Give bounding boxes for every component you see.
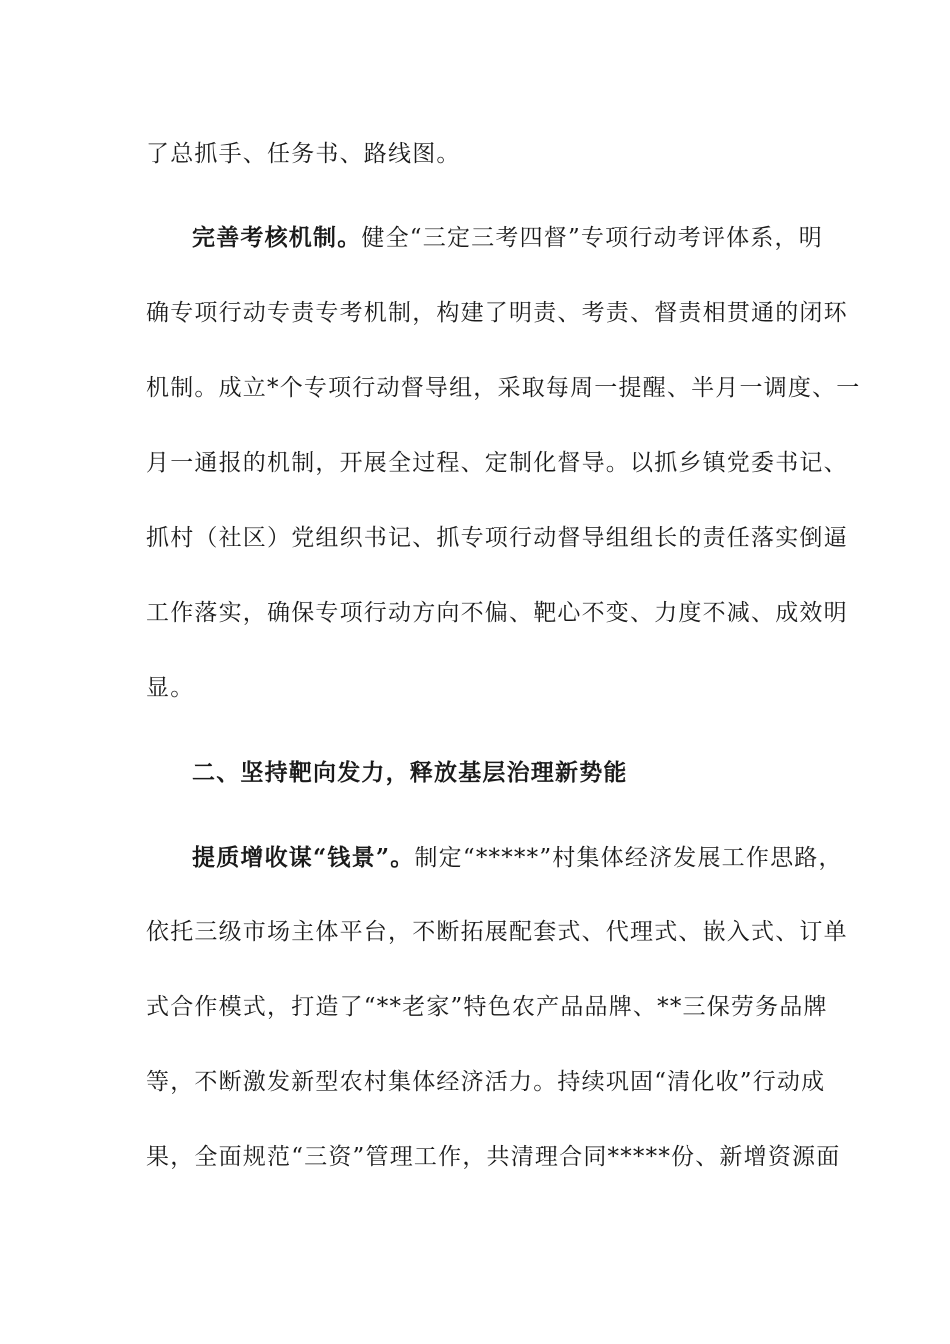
- paragraph-line: [146, 916, 848, 948]
- paragraph-line: [146, 1141, 841, 1173]
- paragraph-line: [146, 1066, 826, 1098]
- line-text: 工作落实，确保专项行动方向不偏、靶心不变、力度不减、成效明: [146, 600, 848, 626]
- paragraph-line: [146, 372, 861, 404]
- paragraph-line: [192, 222, 832, 254]
- paragraph-line: [146, 138, 826, 170]
- line-text: 果，全面规范“三资”管理工作，共清理合同*****份、新增资源面: [146, 1144, 841, 1170]
- line-text: 显。: [146, 675, 195, 701]
- section-heading: [192, 757, 832, 789]
- paragraph-lead: 完善考核机制。: [192, 224, 362, 251]
- paragraph-line: [146, 672, 826, 704]
- line-text: 制定“*****”村集体经济发展工作思路，: [414, 845, 843, 871]
- line-text: 了总抓手、任务书、路线图。: [146, 141, 461, 167]
- paragraph-line: [192, 842, 843, 874]
- line-text: 健全“三定三考四督”专项行动考评体系，明: [361, 225, 823, 251]
- line-text: 抓村（社区）党组织书记、抓专项行动督导组组长的责任落实倒逼: [146, 525, 848, 551]
- line-text: 机制。成立*个专项行动督导组，采取每周一提醒、半月一调度、一: [146, 375, 861, 401]
- line-text: 式合作模式，打造了“**老家”特色农产品品牌、**三保劳务品牌: [146, 994, 828, 1020]
- line-text: 确专项行动专责专考机制，构建了明责、考责、督责相贯通的闭环: [146, 300, 848, 326]
- line-text: 依托三级市场主体平台，不断拓展配套式、代理式、嵌入式、订单: [146, 919, 848, 945]
- line-text: 月一通报的机制，开展全过程、定制化督导。以抓乡镇党委书记、: [146, 450, 848, 476]
- paragraph-line: [146, 597, 848, 629]
- heading-text: 二、坚持靶向发力，释放基层治理新势能: [192, 759, 628, 786]
- paragraph-line: [146, 991, 826, 1023]
- paragraph-line: [146, 297, 848, 329]
- paragraph-lead: 提质增收谋“钱景”。: [192, 844, 415, 871]
- paragraph-line: [146, 522, 848, 554]
- line-text: 等，不断激发新型农村集体经济活力。持续巩固“清化收”行动成: [146, 1069, 826, 1095]
- paragraph-line: [146, 447, 848, 479]
